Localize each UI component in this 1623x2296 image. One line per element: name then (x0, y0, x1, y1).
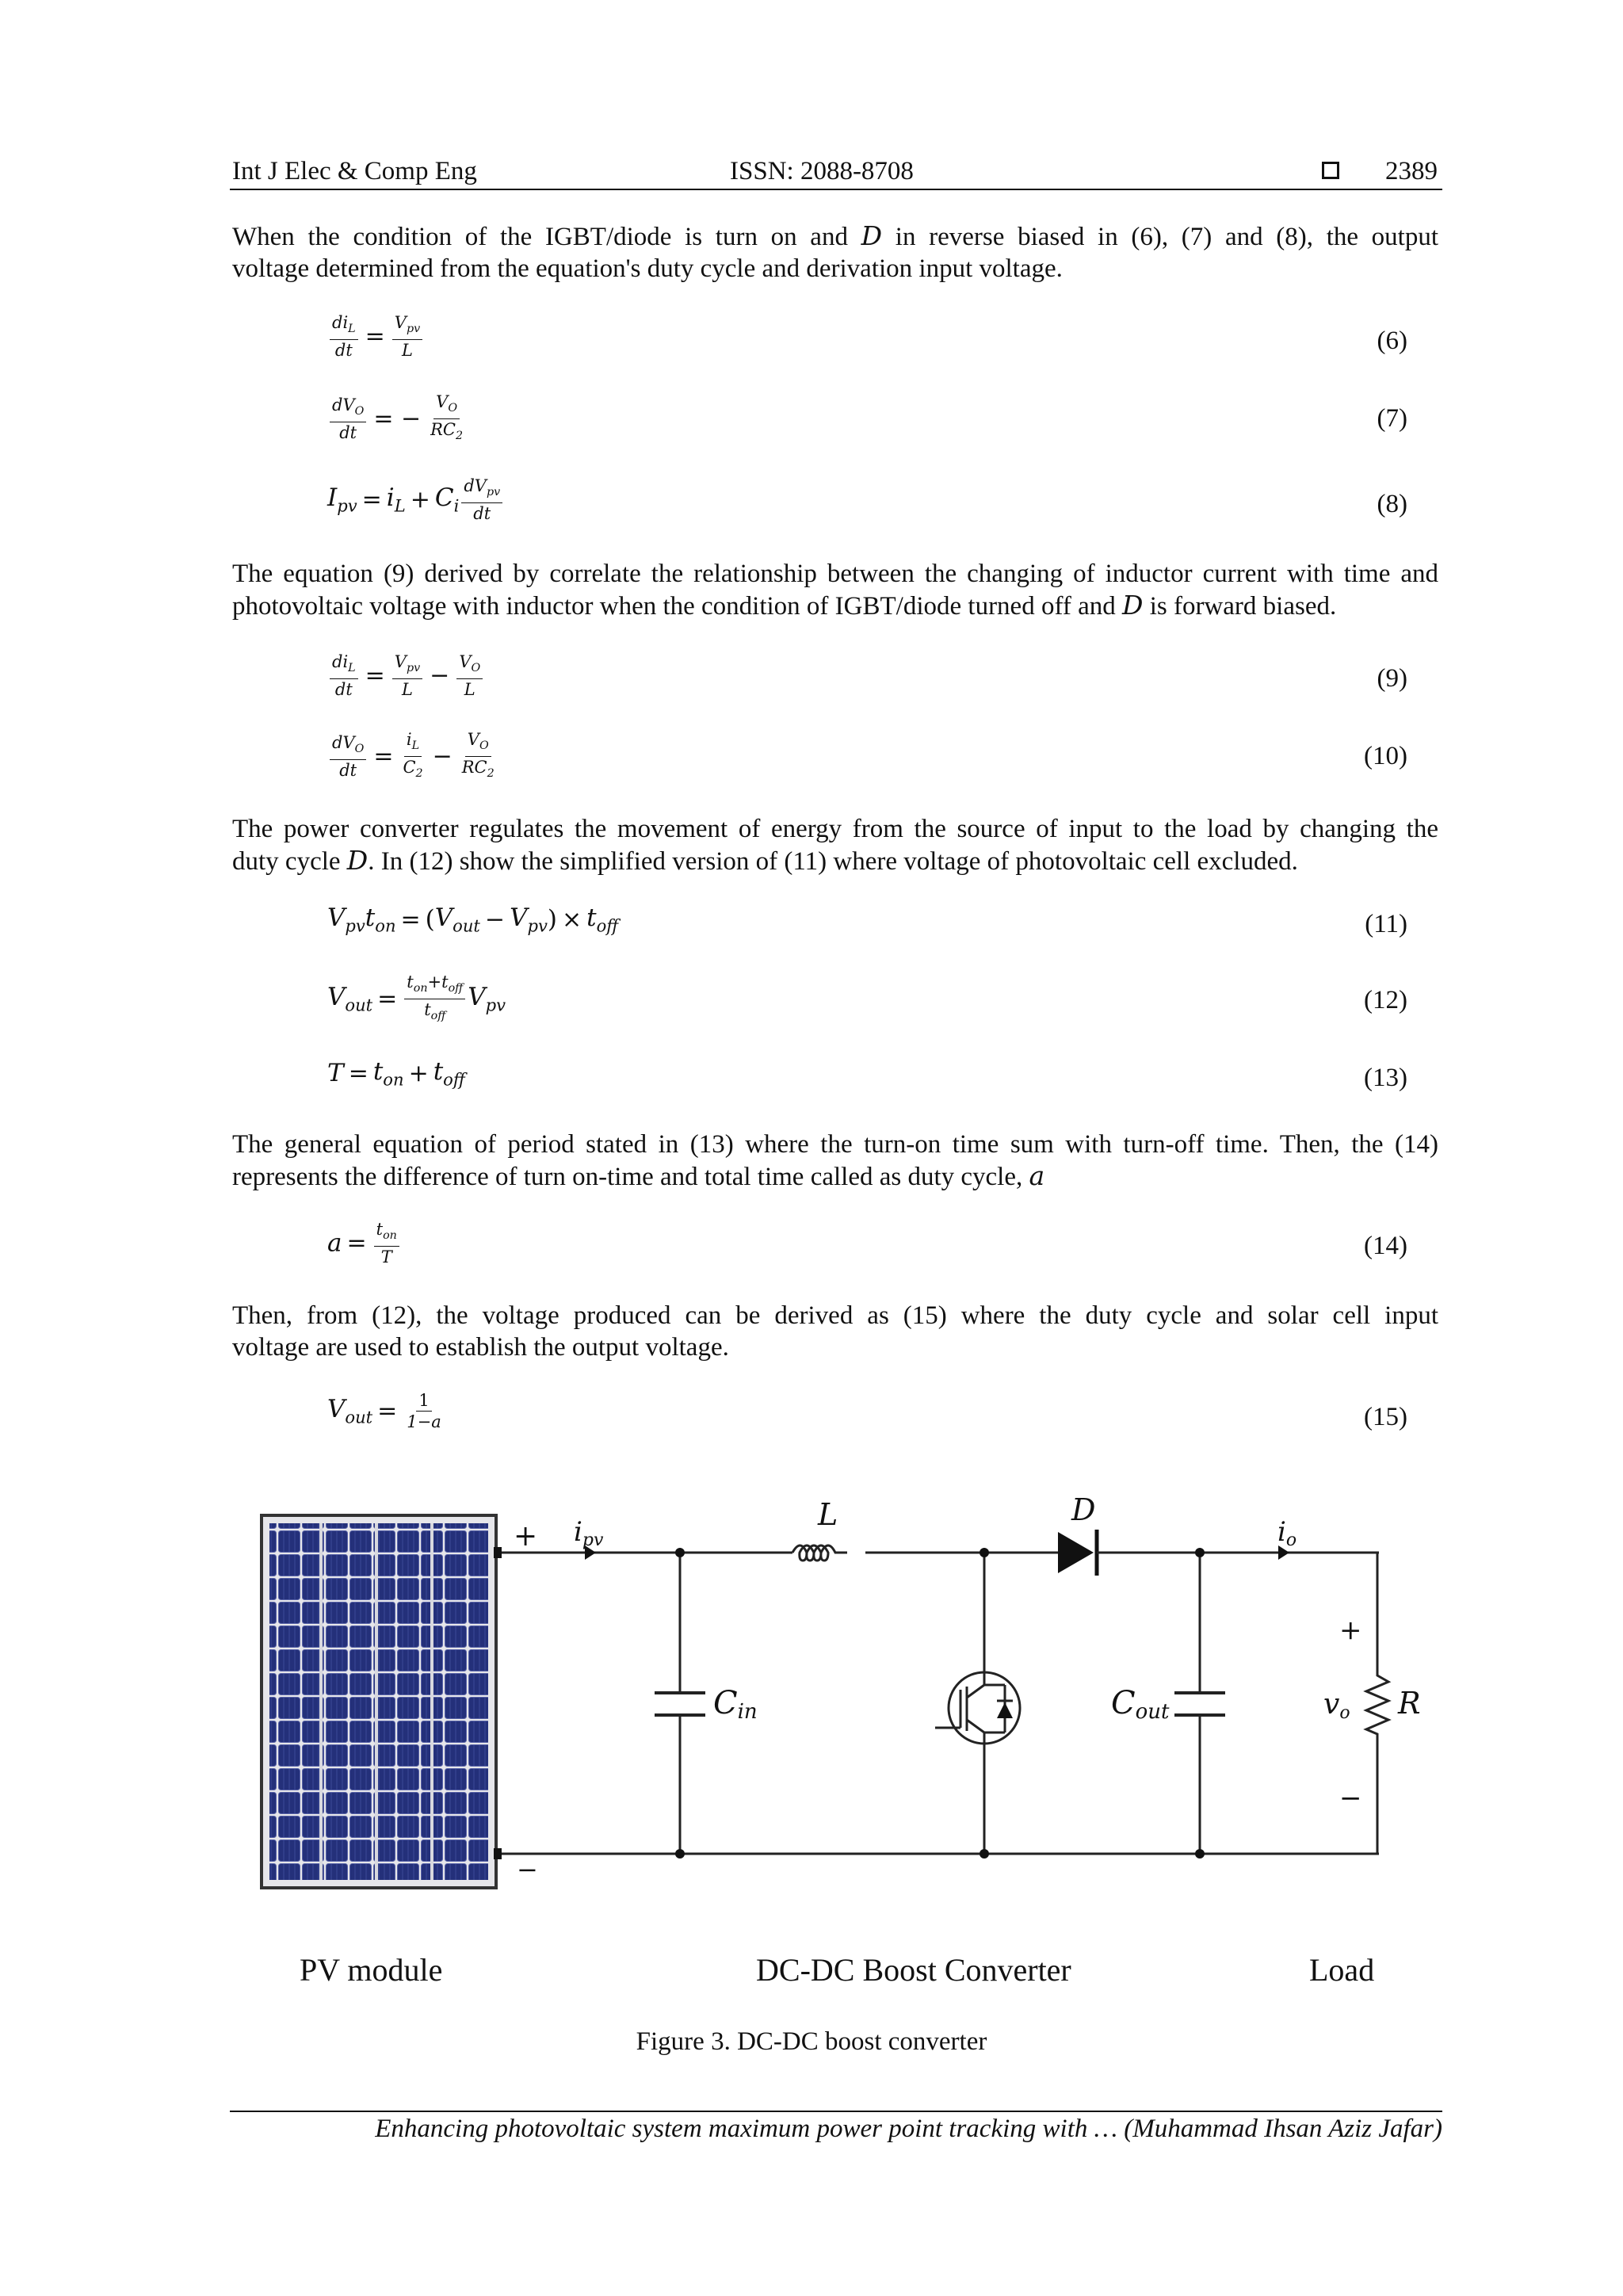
equation-11: $V_{pv}t_{on} = (V_{out} - V_{pv}) \times t_{off}$ (327, 904, 619, 936)
equation-15: $V_{out}$ = $\frac{1}{1-a}$ (327, 1391, 441, 1431)
boost-converter-figure (254, 1492, 1421, 1918)
cout-label: Cout (1111, 1685, 1170, 1724)
paragraph-3: The power converter regulates the movement of energy from the source of input to the load by changing the duty cycle D. In (12) show the simplified version of (11) where voltage of photovoltaic cell excluded. (232, 815, 1438, 876)
equation-10: $\frac{dV_O}{dt}$ = $\frac{i_L}{C_2}$ − $\frac{V_O}{RC_2}$ (327, 729, 499, 784)
equation-number-8: (8) (1377, 490, 1407, 518)
paragraph-4: The general equation of period stated in (13) where the turn-on time sum with turn-off time. Then, the (14) represents the difference of turn on-time and total time called as duty cycle, a (232, 1130, 1438, 1191)
paragraph-1: When the condition of the IGBT/diode is turn on and D in reverse biased in (6), (7) and (8), the output voltage determined from the equation's duty cycle and derivation input voltage. (232, 220, 1439, 283)
boost-converter-label: DC-DC Boost Converter (756, 1952, 1071, 1988)
igbt-symbol (935, 1672, 1020, 1744)
paragraph-5: Then, from (12), the voltage produced can be derived as (15) where the duty cycle and solar cell input voltage are used to establish the output voltage. (232, 1301, 1438, 1362)
equation-14: a = $\frac{t_{on}}{T}$ (327, 1219, 402, 1267)
equation-number-14: (14) (1364, 1232, 1407, 1260)
issn: ISSN: 2088-8708 (730, 157, 914, 185)
diode-label: D (1071, 1492, 1096, 1527)
figure-caption: Figure 3. DC-DC boost converter (636, 2027, 987, 2056)
diode-symbol (1058, 1530, 1111, 1576)
paragraph-2: The equation (9) derived by correlate the relationship between the changing of inductor current with time and photovoltaic voltage with inductor when the condition of IGBT/diode turned off and D is forward biased. (232, 560, 1438, 621)
equation-number-12: (12) (1364, 986, 1407, 1014)
load-label: Load (1309, 1952, 1375, 1988)
pv-module-label: PV module (300, 1952, 443, 1988)
equation-number-7: (7) (1377, 404, 1407, 433)
page-number: 2389 (1385, 157, 1438, 185)
plus-terminal-label: + (514, 1520, 538, 1553)
equation-number-11: (11) (1365, 910, 1407, 938)
equation-9: $\frac{di_L}{dt}$ = $\frac{V_{pv}}{L}$ − $\frac{V_O}{L}$ (327, 651, 485, 700)
running-footer: Enhancing photovoltaic system maximum power point tracking with … (Muhammad Ihsan Aziz Jafar) (375, 2115, 1442, 2143)
equation-number-10: (10) (1364, 742, 1407, 770)
square-icon (1322, 162, 1339, 179)
resistor-label: R (1398, 1686, 1421, 1721)
journal-name: Int J Elec & Comp Eng (232, 157, 477, 185)
inductor-symbol (792, 1545, 847, 1561)
equation-7: $\frac{dV_O}{dt}$ = − $\frac{V_O}{RC_2}$ (327, 392, 468, 446)
cin-label: Cin (713, 1685, 758, 1724)
equation-number-13: (13) (1364, 1064, 1407, 1092)
io-label: io (1277, 1516, 1297, 1550)
equation-number-9: (9) (1377, 664, 1407, 693)
equation-8: $I_{pv} = i_L + C_i$ $\frac{dV_{pv}}{dt}$ (327, 476, 505, 524)
vo-label: vo (1323, 1688, 1350, 1723)
cout-capacitor-symbol (1174, 1693, 1225, 1715)
header-rule (230, 189, 1442, 190)
equation-12: $V_{out}$ = $\frac{t_{on}+t_{off}}{t_{off}}$ $V_{pv}$ (327, 972, 506, 1022)
load-minus-label: − (1339, 1782, 1362, 1814)
equation-6: $\frac{di_L}{dt}$ = $\frac{V_{pv}}{L}$ (327, 312, 425, 361)
load-plus-label: + (1339, 1614, 1362, 1646)
resistor-symbol (1366, 1671, 1388, 1737)
inductor-label: L (818, 1497, 838, 1532)
footer-rule (230, 2111, 1442, 2112)
ipv-label: ipv (574, 1516, 604, 1550)
equation-number-6: (6) (1377, 327, 1407, 355)
circuit-wires (502, 1553, 1379, 1854)
equation-13: $T = t_{on} + t_{off}$ (327, 1057, 465, 1090)
cin-capacitor-symbol (655, 1693, 705, 1715)
minus-terminal-label: − (517, 1855, 538, 1885)
equation-number-15: (15) (1364, 1403, 1407, 1431)
pv-module (262, 1515, 496, 1888)
